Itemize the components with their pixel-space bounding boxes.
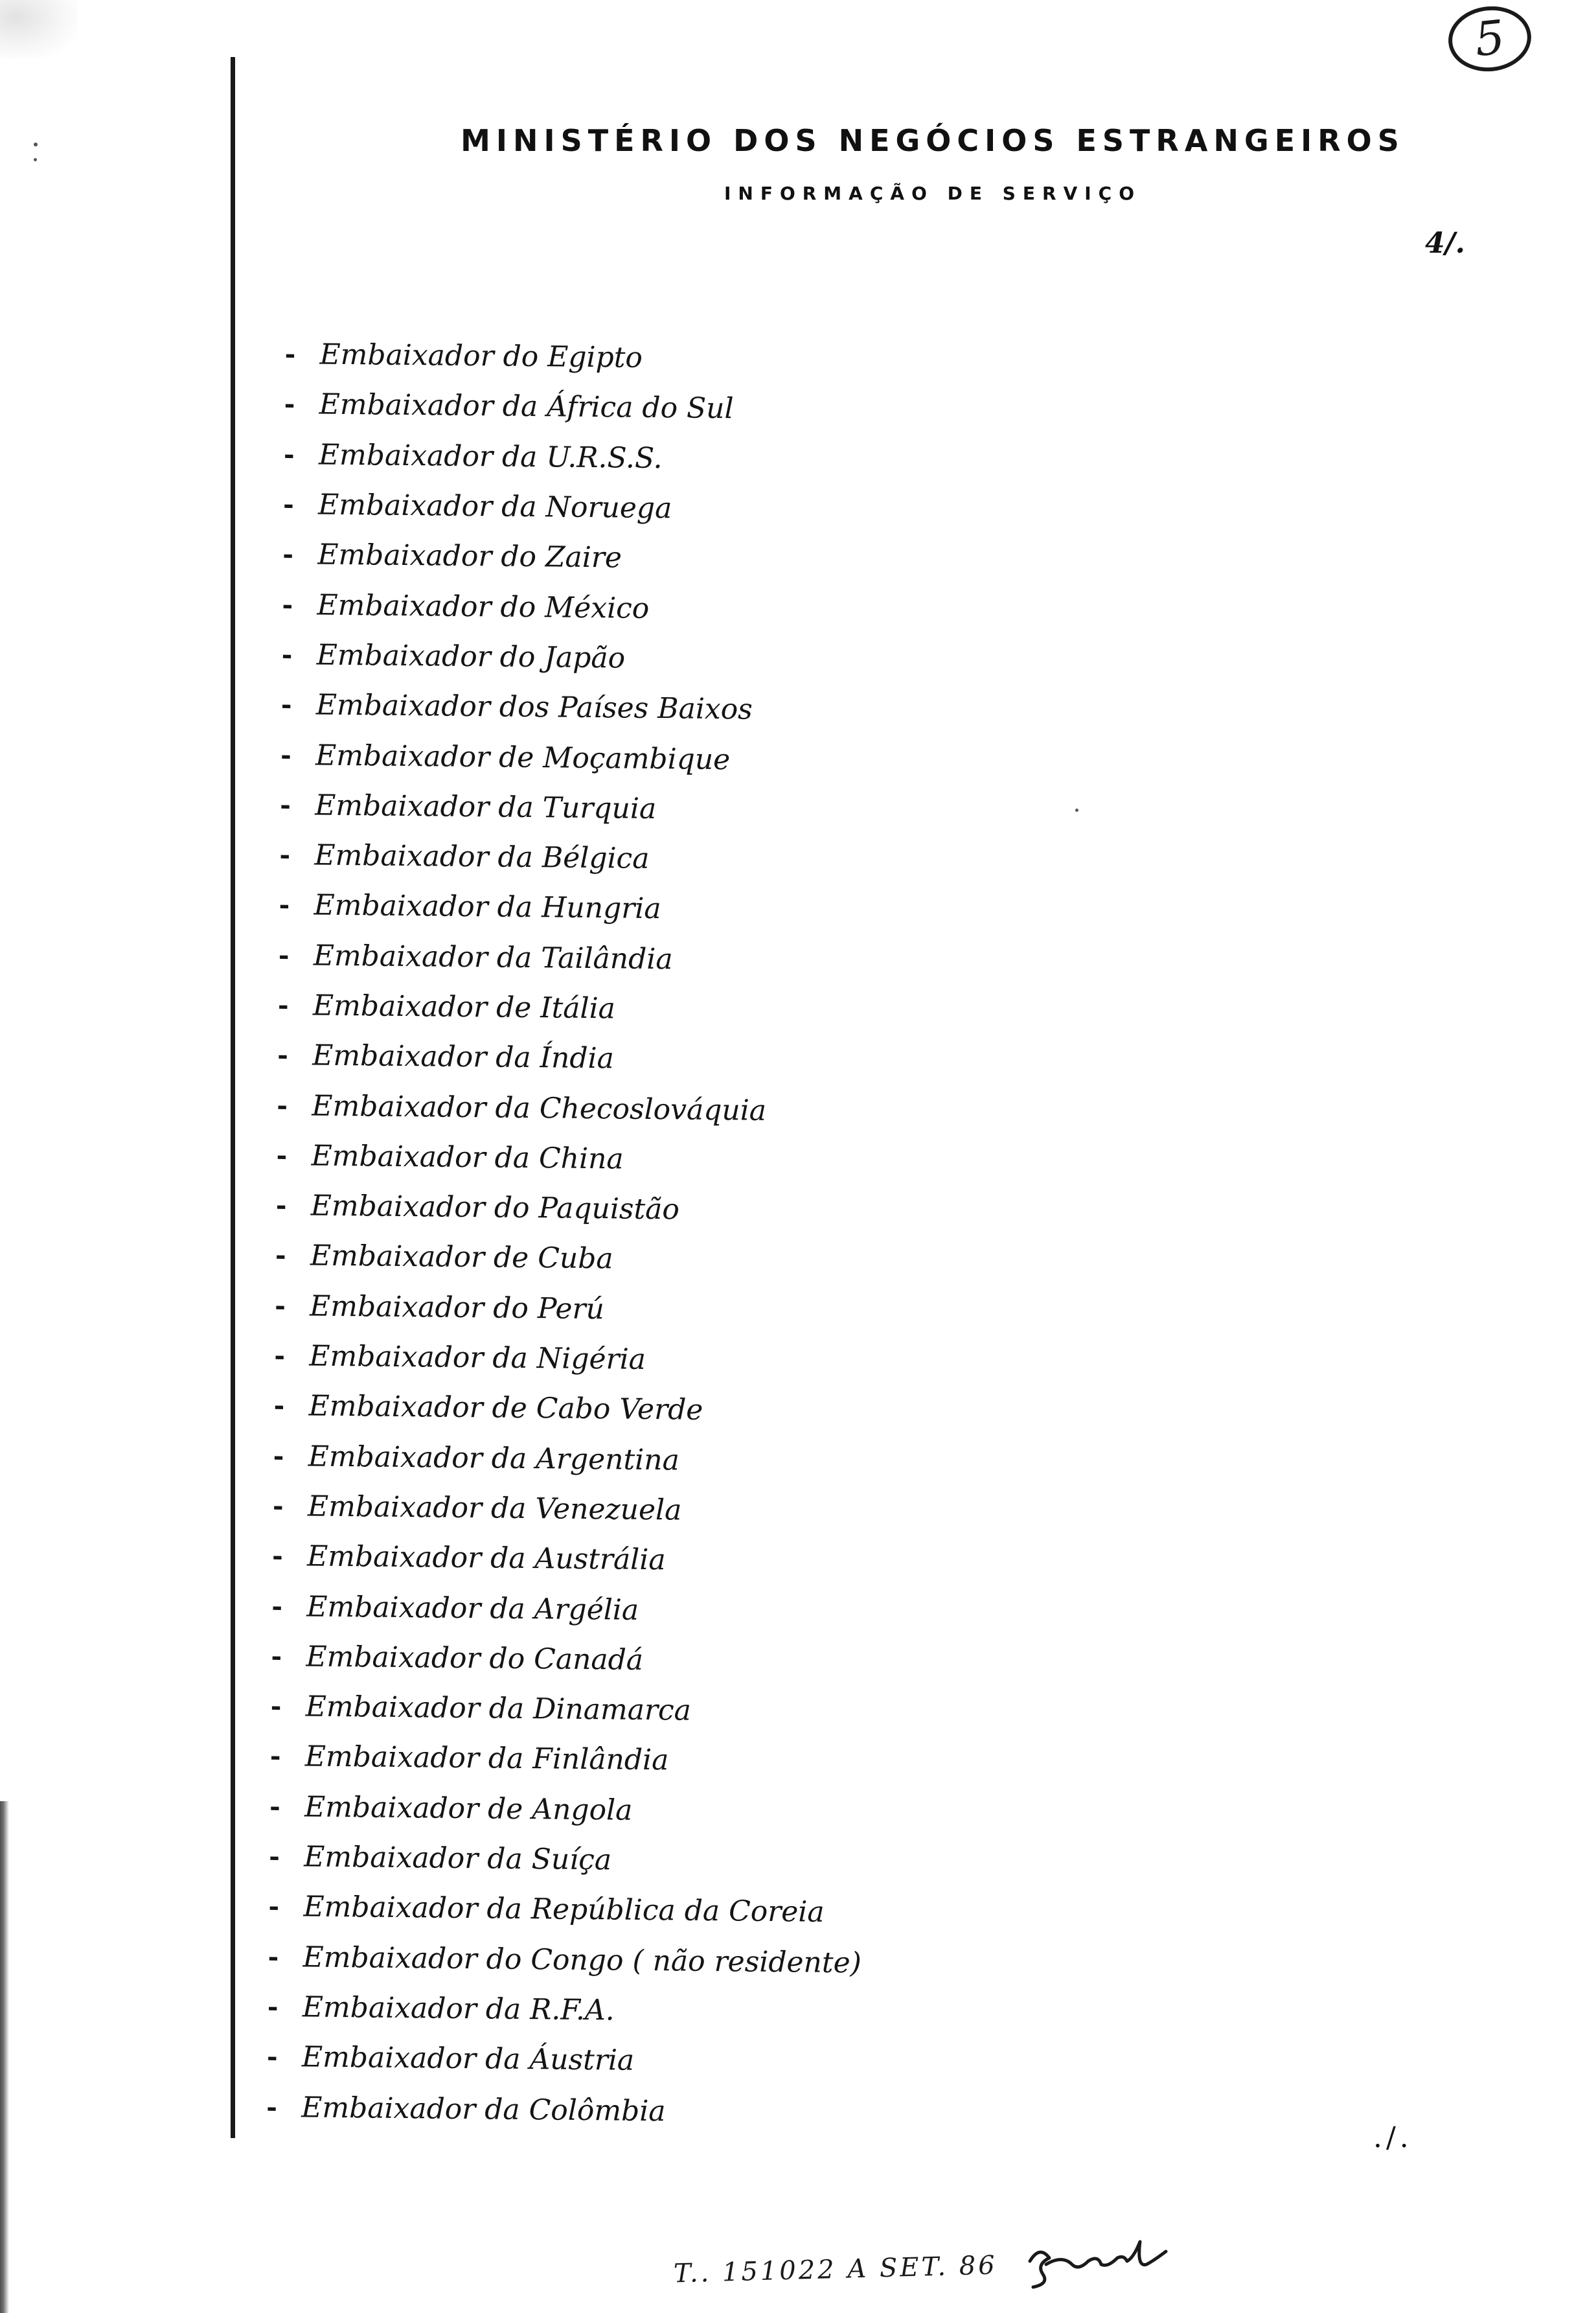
list-bullet: -	[279, 840, 291, 871]
list-bullet: -	[267, 1991, 279, 2022]
list-item	[279, 830, 873, 886]
list-item-text: Embaixador da Hungria	[314, 888, 661, 926]
list-bullet: -	[280, 689, 292, 720]
list-item	[266, 2082, 860, 2138]
list-bullet: -	[275, 1240, 286, 1271]
list-item	[284, 430, 878, 486]
list-item-text: Embaixador da Colômbia	[301, 2090, 666, 2128]
list-item	[278, 980, 872, 1037]
list-item	[269, 1781, 863, 1837]
list-item	[269, 1832, 863, 1888]
list-bullet: -	[277, 1090, 288, 1121]
list-item-text: Embaixador dos Países Baixos	[315, 688, 753, 726]
list-item-text: Embaixador da República da Coreia	[303, 1890, 825, 1929]
list-item	[271, 1581, 865, 1637]
list-bullet: -	[282, 489, 295, 520]
list-item-text: Embaixador da Bélgica	[314, 838, 650, 876]
list-bullet: -	[268, 1941, 279, 1972]
list-bullet: -	[280, 789, 291, 820]
list-item-text: Embaixador da Tailândia	[313, 939, 673, 976]
list-bullet: -	[274, 1290, 286, 1321]
list-item-text: Embaixador do Zaire	[317, 538, 622, 575]
list-item	[282, 579, 876, 636]
list-item-text: Embaixador da Finlândia	[304, 1740, 669, 1777]
list-item-text: Embaixador de Cabo Verde	[308, 1389, 703, 1427]
list-item-text: Embaixador da R.F.A.	[302, 1990, 615, 2027]
list-bullet: -	[283, 439, 295, 470]
list-item	[271, 1631, 865, 1688]
list-item-text: Embaixador da Áustria	[301, 2040, 635, 2078]
list-item	[275, 1281, 869, 1337]
list-item	[275, 1180, 869, 1237]
list-item-text: Embaixador do Perú	[309, 1289, 605, 1326]
list-bullet: -	[278, 939, 290, 971]
page-number-circle: 5	[1445, 3, 1534, 76]
scan-smudge	[0, 0, 78, 58]
list-item	[278, 930, 872, 987]
list-item	[270, 1681, 864, 1738]
list-item	[272, 1531, 866, 1587]
list-item	[280, 780, 874, 836]
list-item-text: Embaixador da Turquia	[315, 788, 657, 825]
list-bullet: -	[272, 1490, 284, 1522]
list-item-text: Embaixador da África do Sul	[319, 387, 734, 426]
list-bullet: -	[282, 539, 294, 570]
list-bullet: -	[273, 1440, 284, 1471]
list-item-text: Embaixador da Austrália	[306, 1539, 666, 1577]
list-item-text: Embaixador de Itália	[312, 989, 616, 1026]
list-item-text: Embaixador do México	[317, 588, 650, 625]
list-bullet: -	[271, 1640, 282, 1672]
list-bullet: -	[270, 1691, 282, 1722]
list-bullet: -	[277, 989, 289, 1021]
list-item-text: Embaixador de Angola	[304, 1790, 633, 1827]
list-bullet: -	[271, 1591, 283, 1622]
list-item-text: Embaixador da Venezuela	[307, 1490, 682, 1527]
list-bullet: -	[280, 739, 291, 770]
list-item	[267, 2032, 861, 2088]
list-item	[270, 1731, 864, 1788]
continuation-mark: ./.	[1373, 2121, 1413, 2154]
list-bullet: -	[268, 1891, 280, 1922]
scan-speck	[34, 143, 38, 146]
list-item-text: Embaixador da Índia	[312, 1039, 615, 1076]
list-item	[268, 1881, 862, 1938]
list-bullet: -	[269, 1841, 280, 1872]
list-bullet: -	[266, 2042, 278, 2073]
list-item	[273, 1481, 867, 1537]
list-item-text: Embaixador do Egipto	[319, 338, 643, 374]
list-bullet: -	[269, 1741, 281, 1772]
list-item	[281, 630, 875, 686]
document-title: MINISTÉRIO DOS NEGÓCIOS ESTRANGEIROS	[461, 123, 1405, 158]
list-bullet: -	[279, 890, 290, 921]
list-item-text: Embaixador da Suíça	[304, 1840, 612, 1877]
list-item	[273, 1431, 867, 1487]
list-item-text: Embaixador do Paquistão	[310, 1189, 680, 1226]
list-item	[284, 329, 878, 386]
list-item	[281, 680, 875, 736]
list-item	[283, 479, 877, 536]
list-item	[280, 730, 874, 786]
list-item-text: Embaixador do Canadá	[306, 1640, 644, 1677]
list-item	[277, 1080, 871, 1136]
scan-speck	[1075, 809, 1078, 812]
list-bullet: -	[273, 1390, 285, 1421]
list-bullet: -	[276, 1140, 288, 1171]
ambassador-list	[266, 329, 878, 2138]
list-bullet: -	[284, 389, 295, 420]
list-item-text: Embaixador da Argentina	[308, 1440, 680, 1477]
margin-rule	[231, 57, 235, 2138]
list-bullet: -	[274, 1340, 286, 1372]
sheet-reference: 4/.	[1425, 227, 1466, 260]
list-item	[273, 1381, 867, 1437]
list-item-text: Embaixador do Japão	[316, 638, 626, 675]
list-item-text: Embaixador de Moçambique	[315, 739, 731, 776]
list-bullet: -	[282, 589, 293, 620]
list-bullet: -	[275, 1190, 287, 1221]
list-item	[275, 1230, 869, 1287]
list-item	[276, 1131, 870, 1187]
list-bullet: -	[277, 1040, 289, 1071]
list-item-text: Embaixador de Cuba	[310, 1239, 613, 1276]
scan-edge-shadow	[0, 1801, 9, 2313]
list-bullet: -	[269, 1791, 280, 1822]
list-item-text: Embaixador da Nigéria	[309, 1339, 646, 1376]
document-subtitle: INFORMAÇÃO DE SERVIÇO	[724, 183, 1142, 204]
list-item	[284, 379, 878, 435]
list-item	[277, 1030, 871, 1087]
scan-speck	[34, 158, 37, 161]
list-bullet: -	[271, 1541, 284, 1572]
handwritten-signature	[1023, 2235, 1185, 2294]
list-item	[267, 1982, 861, 2038]
list-item-text: Embaixador da U.R.S.S.	[318, 438, 663, 475]
list-item	[282, 529, 876, 586]
list-item-text: Embaixador da Dinamarca	[305, 1690, 692, 1727]
list-item-text: Embaixador da Argélia	[306, 1590, 639, 1627]
list-item-text: Embaixador da China	[311, 1139, 624, 1176]
list-item-text: Embaixador do Congo ( não residente)	[302, 1940, 862, 1980]
list-item-text: Embaixador da Checoslováquia	[312, 1089, 767, 1127]
list-item	[279, 880, 872, 936]
list-bullet: -	[281, 639, 293, 671]
list-bullet: -	[266, 2091, 278, 2123]
list-item	[268, 1931, 861, 1988]
list-bullet: -	[284, 339, 296, 370]
handwritten-footer-note: T.. 151022 A SET. 86	[673, 2250, 998, 2289]
list-item	[274, 1331, 868, 1387]
list-item-text: Embaixador da Noruega	[317, 488, 672, 525]
